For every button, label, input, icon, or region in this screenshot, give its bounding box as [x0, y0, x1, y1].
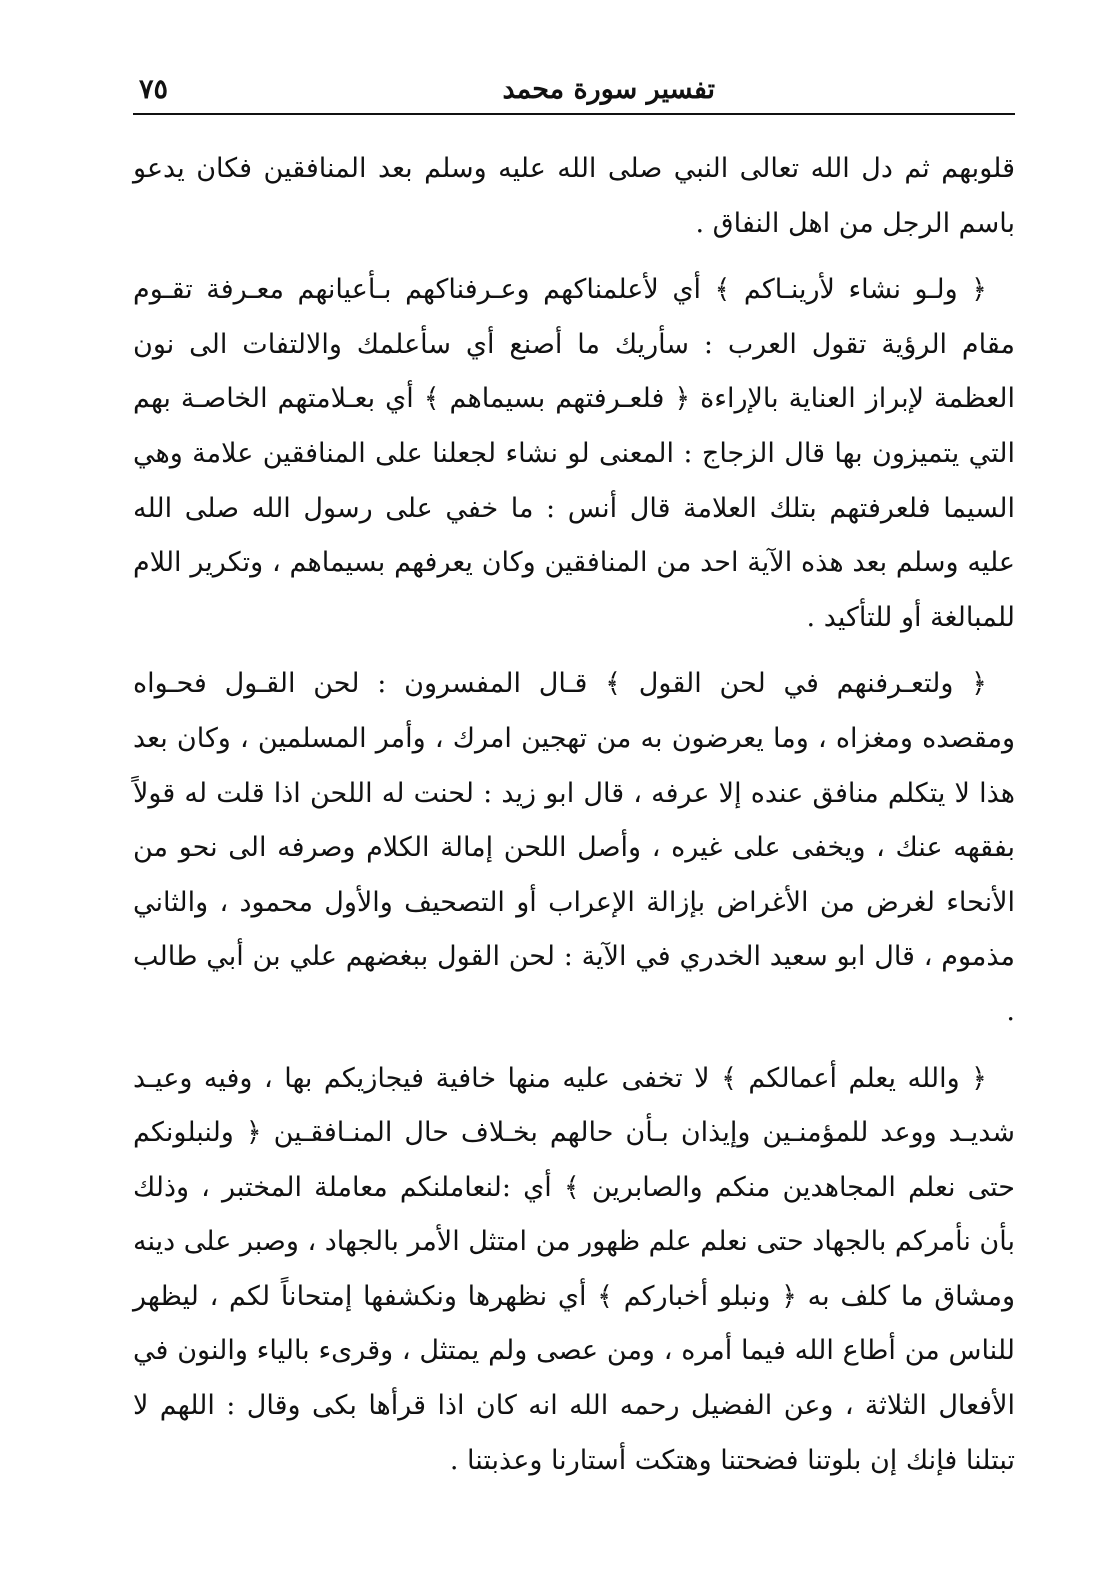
paragraph: ﴿ والله يعلم أعمالكم ﴾ لا تخفى عليه منها خافية فيجازيكم بها ، وفيه وعيـد شديـد ووعد للمؤمنـين وإيذان بـأن حالهم بخـلاف حال المنـافقـين ﴿ ولنبلونكم حتى نعلم المجاهدين منكم والصابرين ﴾ أي :لنعاملنكم معاملة المختبر ، وذلك بأن نأمركم بالجهاد حتى نعلم علم ظهور من امتثل الأمر بالجهاد ، وصبر على دينه ومشاق ما كلف به ﴿ ونبلو أخباركم ﴾ أي نظهرها ونكشفها إمتحاناً لكم ، ليظهر للناس من أطاع الله فيما أمره ، ومن عصى ولم يمتثل ، وقرىء بالياء والنون في الأفعال الثلاثة ، وعن الفضيل رحمه الله انه كان اذا قرأها بكى وقال : اللهم لا تبتلنا فإنك إن بلوتنا فضحتنا وهتكت أستارنا وعذبتنا .	[133, 1062, 1015, 1476]
running-header	[133, 68, 1015, 112]
header-divider	[133, 113, 1015, 115]
paragraph: قلوبهم ثم دل الله تعالى النبي صلى الله عليه وسلم بعد المنافقين فكان يدعو باسم الرجل من اهل النفاق .	[133, 153, 1015, 239]
paragraph: ﴿ ولـو نشاء لأرينـاكم ﴾ أي لأعلمناكهم وعـرفناكهم بـأعيانهم معـرفة تقـوم مقام الرؤية تقول العرب : سأريك ما أصنع أي سأعلمك والالتفات الى نون العظمة لإبراز العناية بالإراءة ﴿ فلعـرفتهم بسيماهم ﴾ أي بعـلامتهم الخاصـة بهم التي يتميزون بها قال الزجاج : المعنى لو نشاء لجعلنا على المنافقين علامة وهي السيما فلعرفتهم بتلك العلامة قال أنس : ما خفي على رسول الله صلى الله عليه وسلم بعد هذه الآية احد من المنافقين وكان يعرفهم بسيماهم ، وتكرير اللام للمبالغة أو للتأكيد .	[133, 274, 1015, 633]
page-body	[133, 142, 1015, 1500]
running-title: تفسير سورة محمد	[502, 74, 715, 105]
page-number: ٧٥	[139, 74, 169, 105]
paragraph: ﴿ ولتعـرفنهم في لحن القول ﴾ قـال المفسرون : لحن القـول فحـواه ومقصده ومغزاه ، وما يعرضون به من تهجين امرك ، وأمر المسلمين ، وكان بعد هذا لا يتكلم منافق عنده إلا عرفه ، قال ابو زيد : لحنت له اللحن اذا قلت له قولاً بفقهه عنك ، ويخفى على غيره ، وأصل اللحن إمالة الكلام وصرفه الى نحو من الأنحاء لغرض من الأغراض بإزالة الإعراب أو التصحيف والأول محمود ، والثاني مذموم ، قال ابو سعيد الخدري في الآية : لحن القول ببغضهم علي بن أبي طالب .	[133, 668, 1015, 1027]
